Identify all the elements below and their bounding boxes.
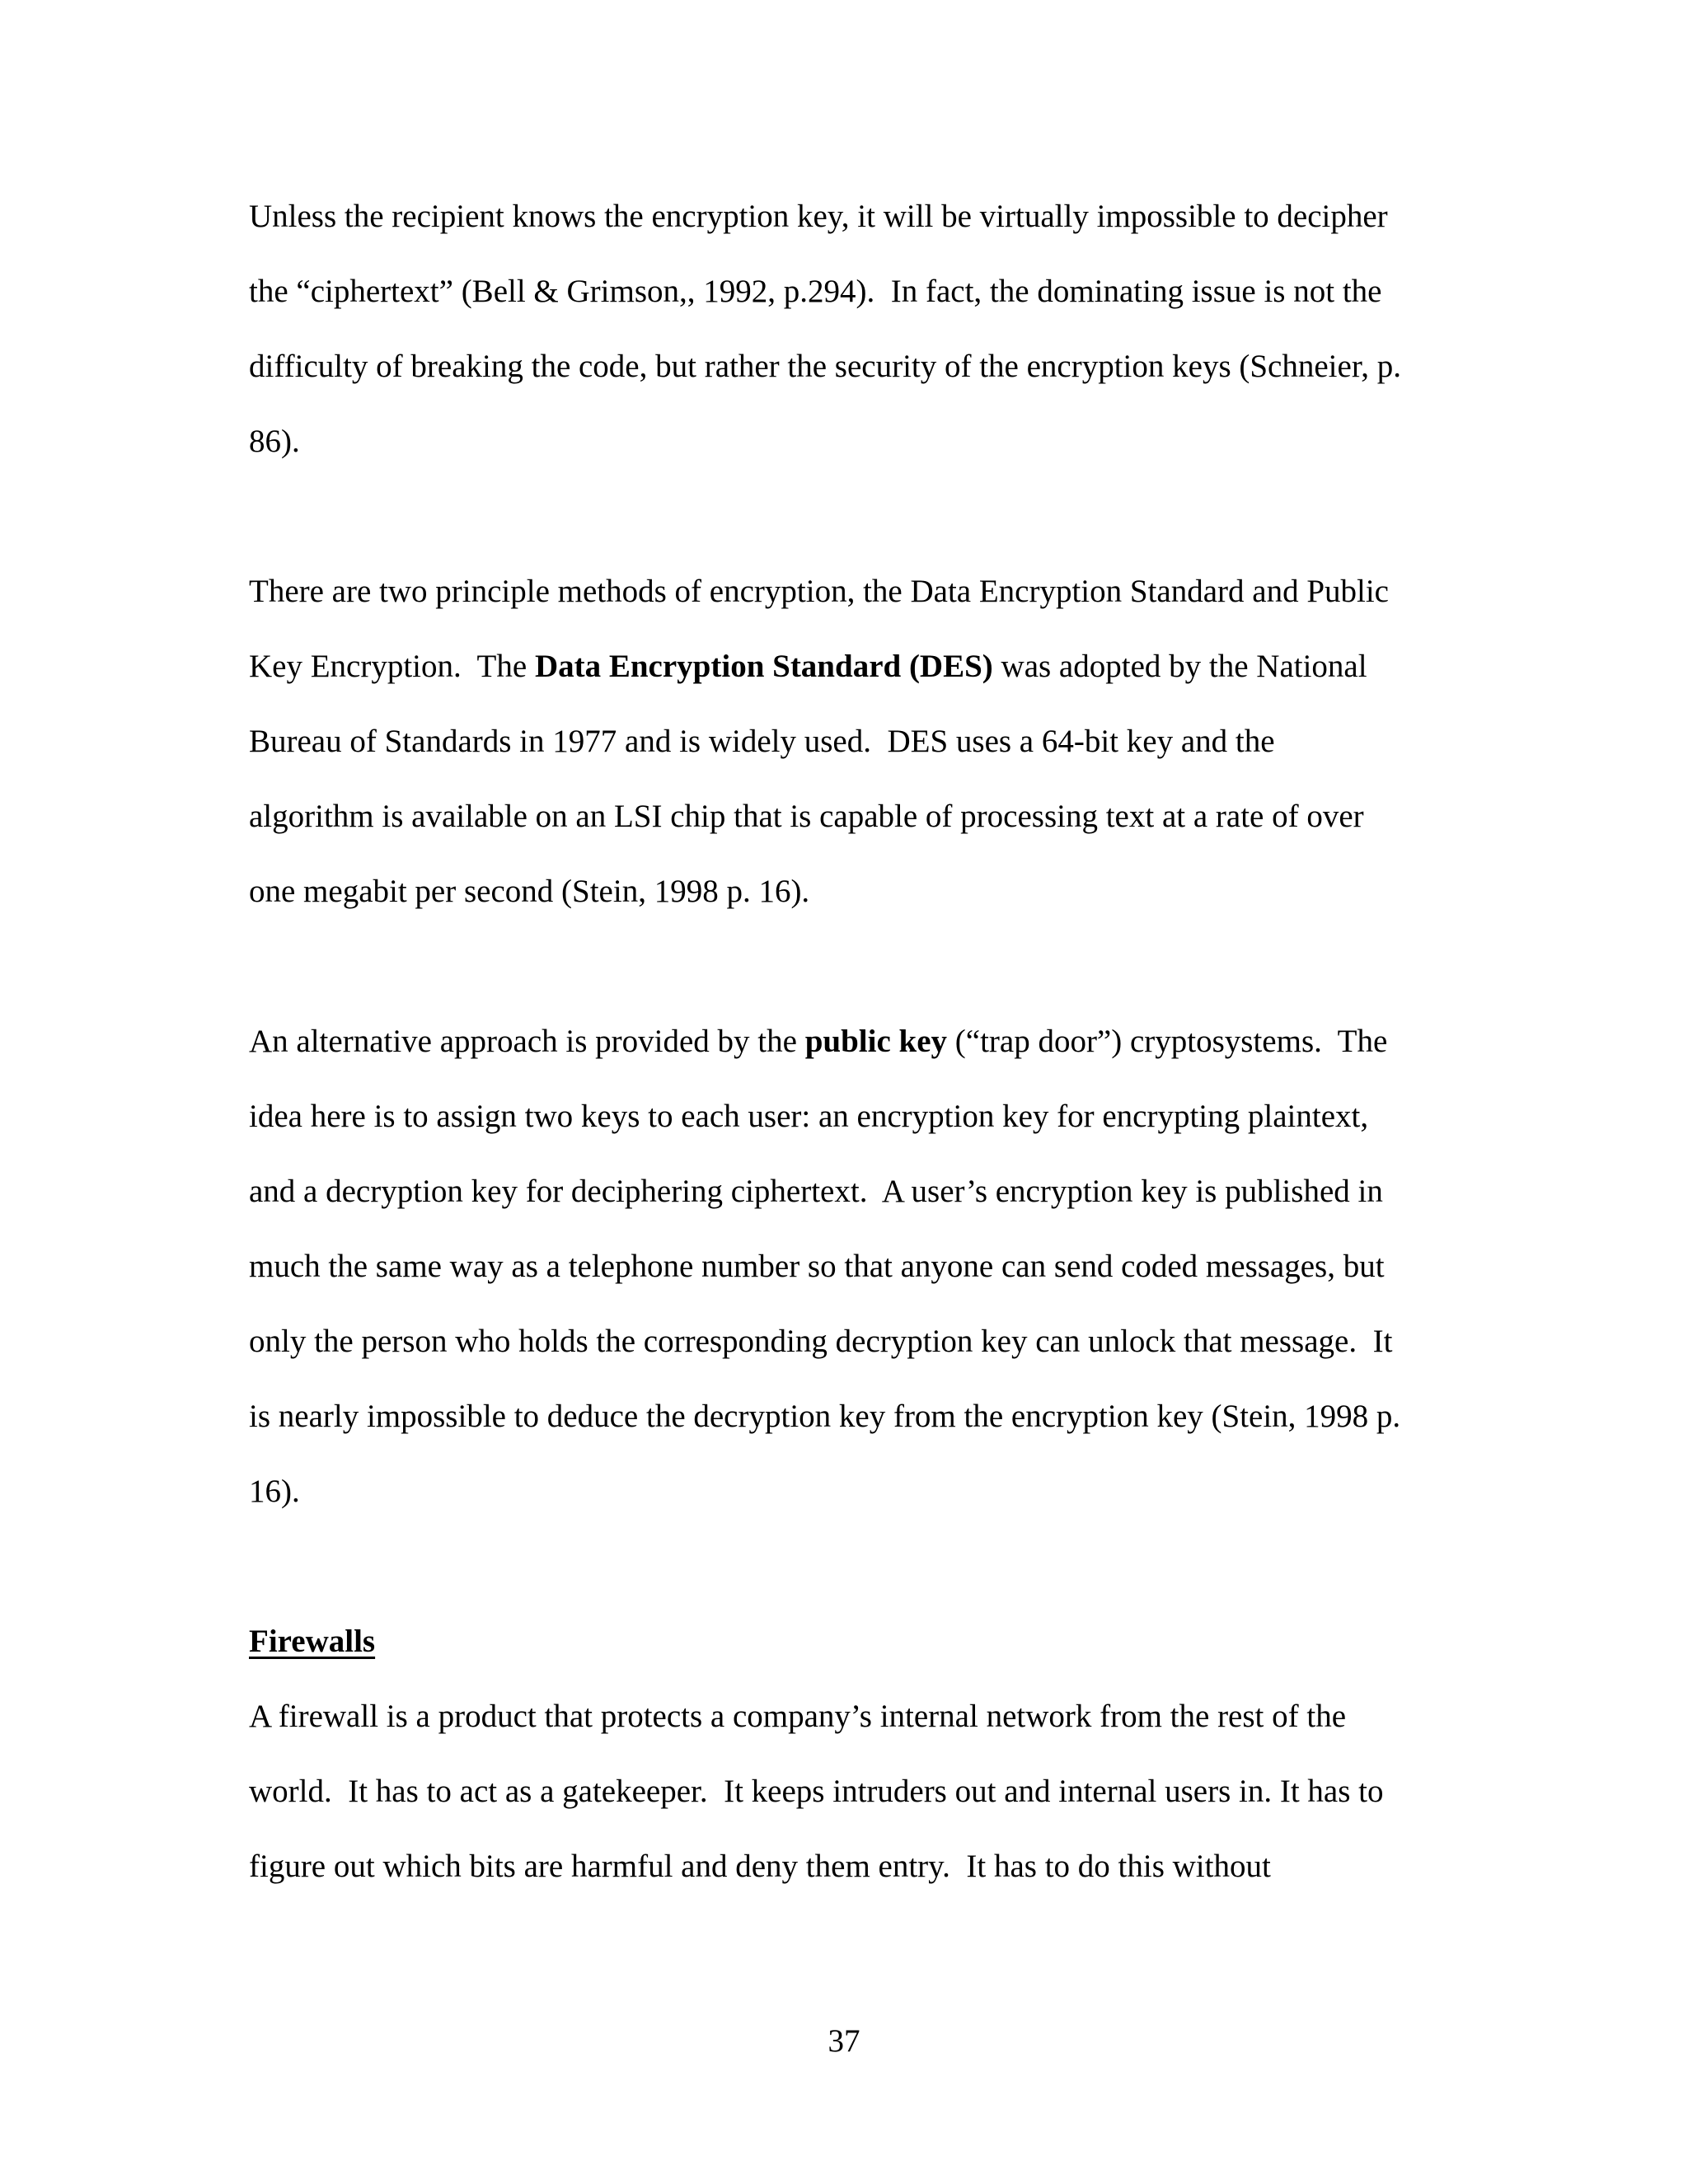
text-segment: was adopted by the National — [992, 649, 1367, 684]
text-segment: (“trap door”) cryptosystems. The — [947, 1024, 1388, 1059]
text-line: and a decryption key for deciphering ciphertext. A user’s encryption key is published in — [249, 1174, 1383, 1209]
bold-term-des: Data Encryption Standard (DES) — [534, 649, 993, 684]
text-line: There are two principle methods of encryption, the Data Encryption Standard and Public — [249, 574, 1389, 609]
text-line-with-bold — [249, 646, 1367, 687]
text-line: the “ciphertext” (Bell & Grimson,, 1992, p.294). In fact, the dominating issue is not the — [249, 274, 1382, 309]
text-line: 86). — [249, 424, 300, 459]
text-line: 16). — [249, 1474, 300, 1509]
text-segment: An alternative approach is provided by the — [249, 1024, 805, 1059]
page-number: 37 — [828, 2023, 860, 2059]
text-line: idea here is to assign two keys to each user: an encryption key for encrypting plaintext, — [249, 1099, 1369, 1134]
text-line: A firewall is a product that protects a company’s internal network from the rest of the — [249, 1699, 1347, 1734]
text-line: algorithm is available on an LSI chip that is capable of processing text at a rate of over — [249, 799, 1364, 834]
text-line: world. It has to act as a gatekeeper. It keeps intruders out and internal users in. It has to — [249, 1774, 1384, 1809]
text-segment: Key Encryption. The — [249, 649, 535, 684]
text-line: Unless the recipient knows the encryption key, it will be virtually impossible to decipher — [249, 199, 1388, 234]
text-line-with-bold — [249, 1021, 1387, 1062]
section-heading: Firewalls — [249, 1624, 376, 1659]
text-line: is nearly impossible to deduce the decryption key from the encryption key (Stein, 1998 p. — [249, 1399, 1401, 1434]
text-line: one megabit per second (Stein, 1998 p. 16). — [249, 874, 810, 909]
bold-term-public-key: public key — [804, 1024, 948, 1059]
text-line: only the person who holds the corresponding decryption key can unlock that message. It — [249, 1324, 1393, 1359]
text-line: figure out which bits are harmful and deny them entry. It has to do this without — [249, 1849, 1271, 1884]
text-line: Bureau of Standards in 1977 and is widely used. DES uses a 64-bit key and the — [249, 724, 1275, 759]
text-line: much the same way as a telephone number so that anyone can send coded messages, but — [249, 1249, 1385, 1284]
text-line: difficulty of breaking the code, but rather the security of the encryption keys (Schneier, p. — [249, 349, 1402, 384]
